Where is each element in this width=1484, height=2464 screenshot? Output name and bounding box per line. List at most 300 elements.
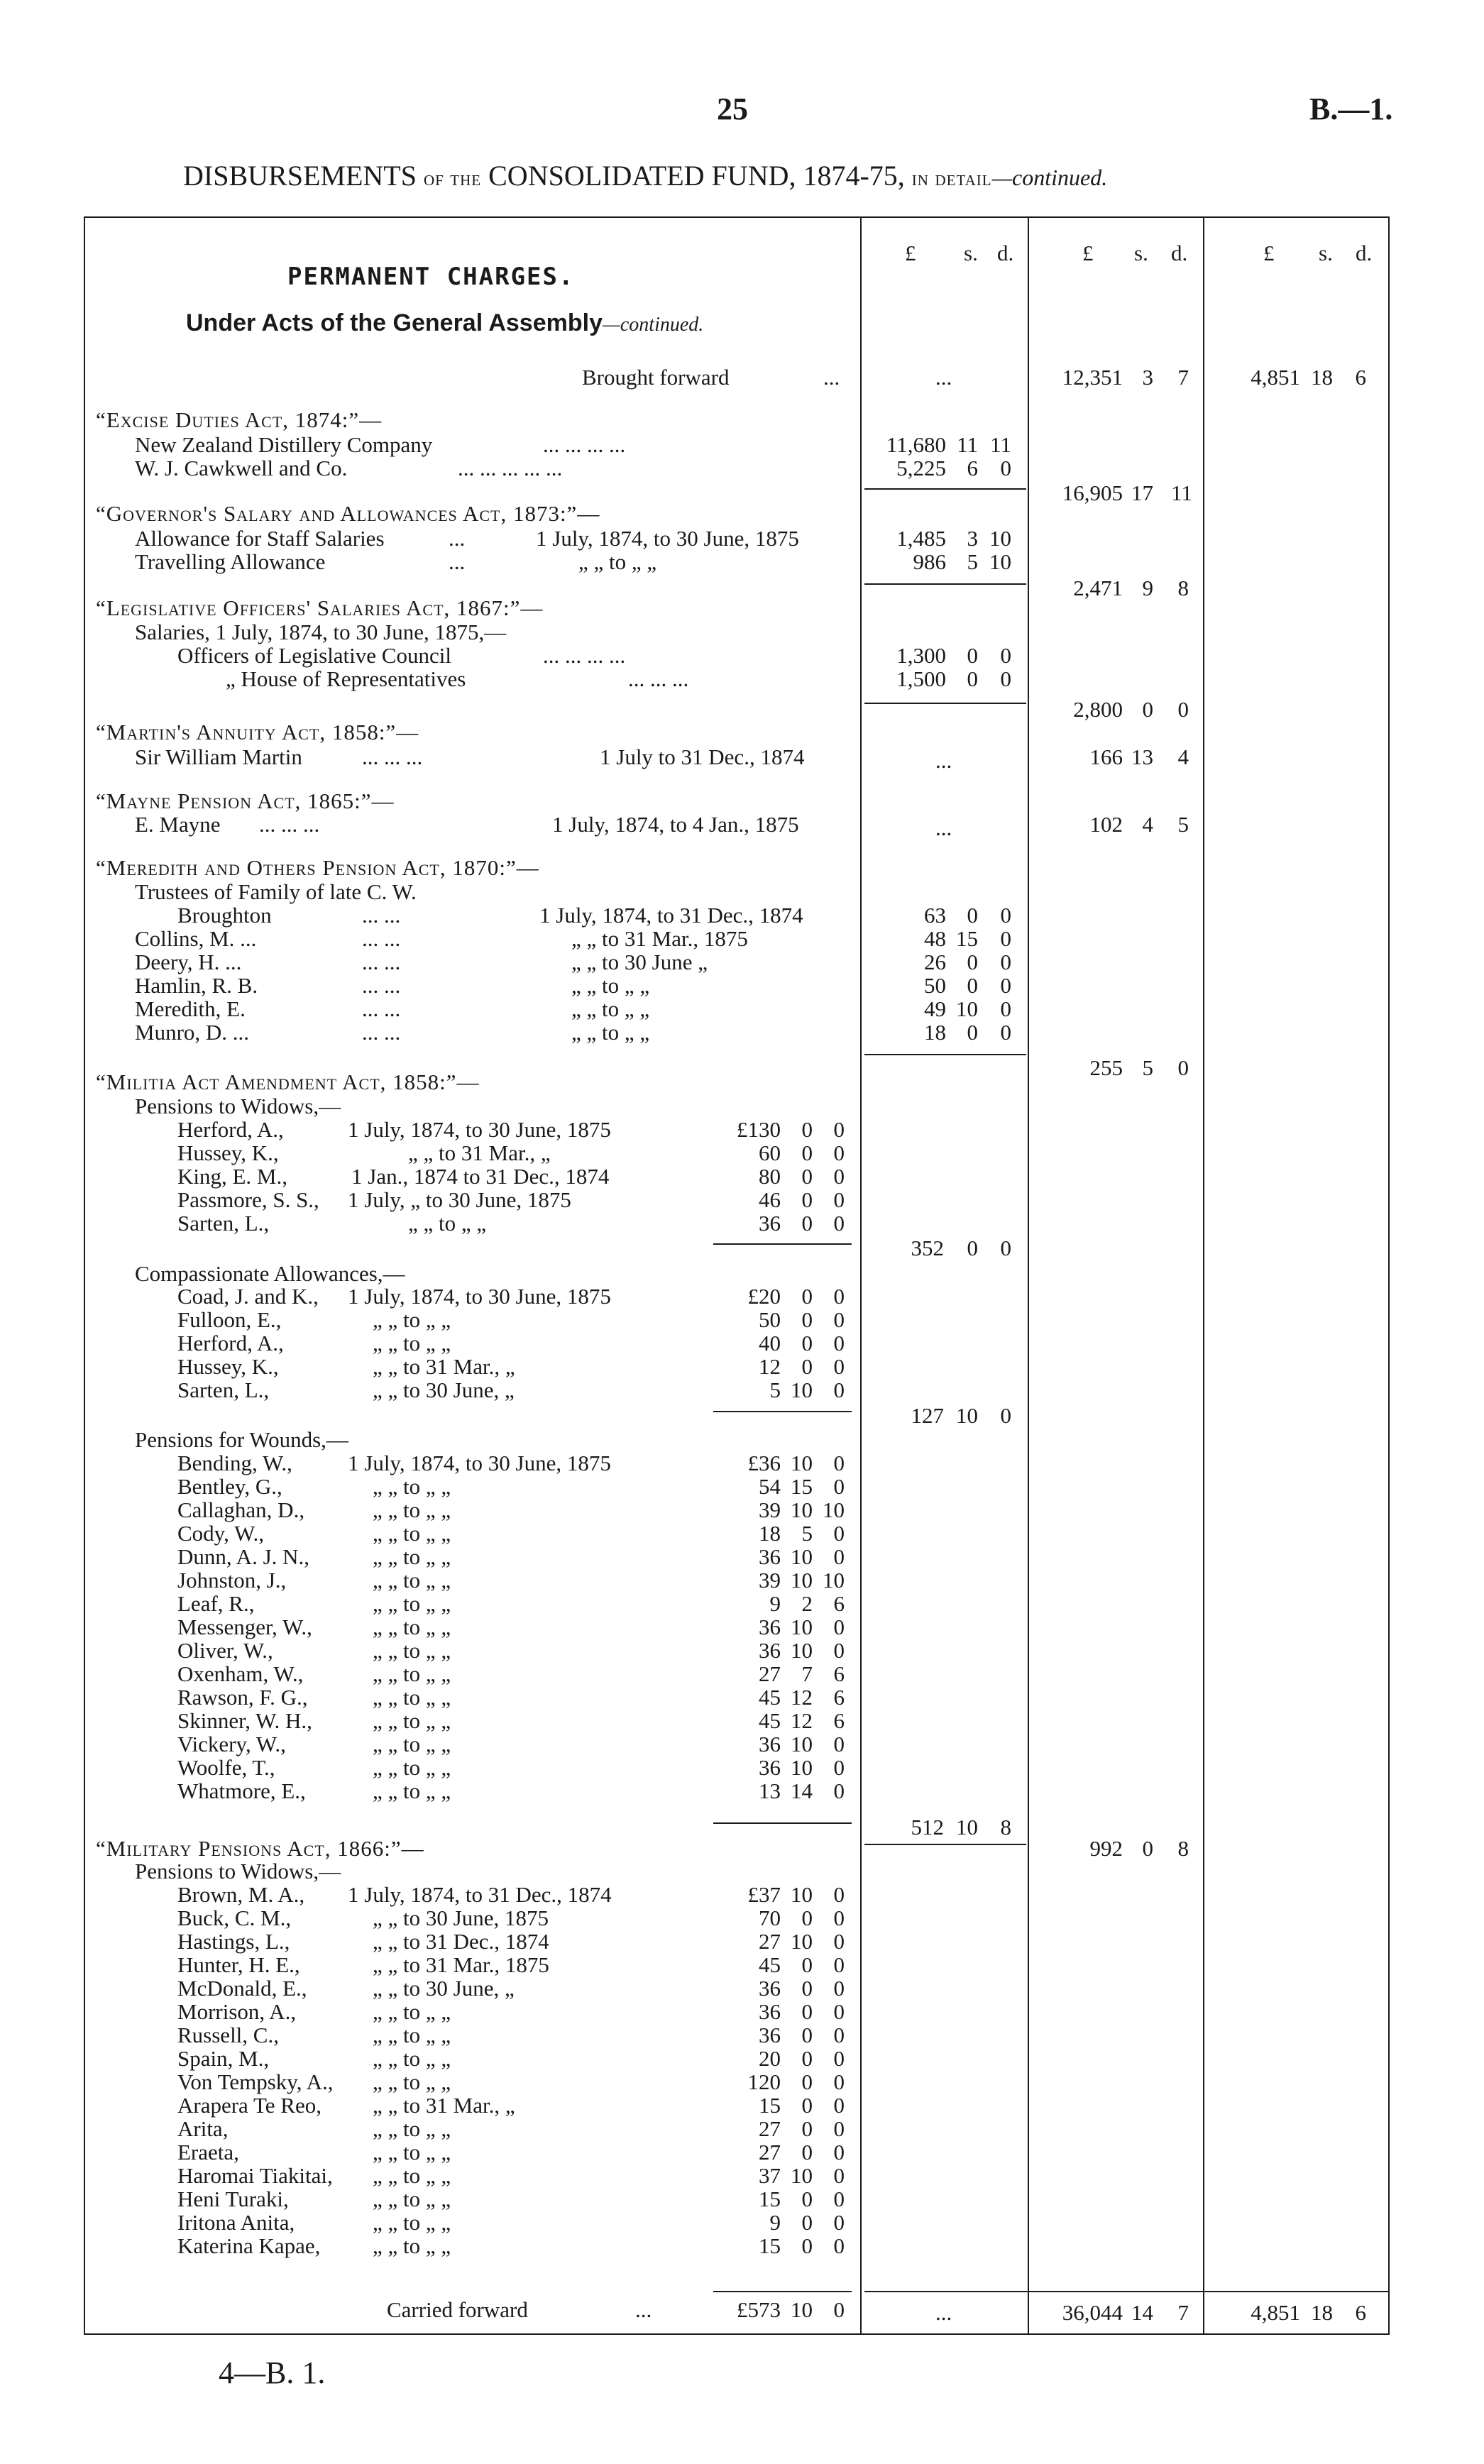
militia-widow-name: Passmore, S. S., bbox=[177, 1187, 319, 1212]
military-widow-name: Iritona Anita, bbox=[177, 2210, 295, 2235]
wound-name: Woolfe, T., bbox=[177, 1755, 275, 1780]
meredith-row-name: Deery, H. ... bbox=[135, 950, 242, 974]
compassionate-period: „ „ to 30 June, „ bbox=[373, 1377, 515, 1402]
meredith-row-s: 0 bbox=[967, 1020, 978, 1045]
excise-row-1-s: 11 bbox=[957, 432, 978, 457]
carried-forward-col1: ... bbox=[935, 2300, 952, 2325]
carried-forward-col2-d: 7 bbox=[1177, 2300, 1189, 2325]
wound-name: Messenger, W., bbox=[177, 1615, 312, 1639]
meredith-row-s: 15 bbox=[956, 926, 978, 951]
excise-row-1-name: New Zealand Distillery Company bbox=[135, 432, 433, 457]
wound-d: 0 bbox=[833, 1755, 845, 1780]
meredith-row-period: „ „ to „ „ bbox=[571, 1020, 650, 1045]
martin-s: 13 bbox=[1131, 744, 1153, 769]
compassionate-sum-rule bbox=[713, 1411, 852, 1412]
meredith-row-dots: ... ... bbox=[362, 903, 401, 928]
meredith-row-period: 1 July, 1874, to 31 Dec., 1874 bbox=[539, 903, 803, 928]
wound-period: „ „ to „ „ bbox=[373, 1474, 451, 1499]
compassionate-period: „ „ to „ „ bbox=[373, 1307, 451, 1332]
military-widow-period: „ „ to 30 June, „ bbox=[373, 1976, 515, 2001]
title-of-the: of the bbox=[423, 167, 482, 190]
table-top-rule bbox=[84, 216, 1390, 218]
meredith-row-period: „ „ to „ „ bbox=[571, 973, 650, 998]
col2-d-header: d. bbox=[1171, 241, 1188, 265]
wound-s: 2 bbox=[801, 1591, 813, 1616]
carried-forward-col3-s: 18 bbox=[1311, 2300, 1333, 2325]
wounds-total-s: 10 bbox=[956, 1815, 978, 1839]
excise-sum-rule bbox=[864, 488, 1026, 490]
militia-widow-name: Sarten, L., bbox=[177, 1211, 270, 1236]
military-widow-s: 0 bbox=[801, 2210, 813, 2235]
compassionate-total-d: 0 bbox=[1000, 1403, 1011, 1428]
martin-name: Sir William Martin bbox=[135, 744, 302, 769]
wound-period: „ „ to „ „ bbox=[373, 1661, 451, 1686]
meredith-row-name: Broughton bbox=[177, 903, 272, 928]
military-widow-d: 0 bbox=[833, 1976, 845, 2001]
legislative-sum-rule bbox=[864, 703, 1026, 704]
mayne-pounds: 102 bbox=[1089, 812, 1123, 837]
wound-pounds: 36 bbox=[759, 1544, 781, 1569]
military-widow-name: Haromai Tiakitai, bbox=[177, 2163, 333, 2188]
military-widow-d: 0 bbox=[833, 2140, 845, 2165]
legislative-row-2-d: 0 bbox=[1000, 666, 1011, 691]
military-widow-d: 0 bbox=[833, 2233, 845, 2258]
military-widow-name: Buck, C. M., bbox=[177, 1905, 292, 1930]
military-widow-name: Spain, M., bbox=[177, 2046, 270, 2071]
meredith-row-name: Collins, M. ... bbox=[135, 926, 257, 951]
meredith-row-d: 0 bbox=[1000, 996, 1011, 1021]
compassionate-name: Herford, A., bbox=[177, 1331, 284, 1355]
military-widow-period: 1 July, 1874, to 31 Dec., 1874 bbox=[348, 1882, 612, 1907]
military-widow-pounds: 36 bbox=[759, 2023, 781, 2047]
governor-total-pounds: 2,471 bbox=[1073, 576, 1123, 600]
wound-d: 6 bbox=[833, 1708, 845, 1733]
militia-widows-total-d: 0 bbox=[1000, 1236, 1011, 1260]
col1-pound-header: £ bbox=[905, 241, 916, 265]
military-widow-d: 0 bbox=[833, 1952, 845, 1977]
meredith-row-name: Munro, D. ... bbox=[135, 1020, 250, 1045]
wound-pounds: 18 bbox=[759, 1521, 781, 1546]
meredith-row-name: Hamlin, R. B. bbox=[135, 973, 258, 998]
wound-d: 6 bbox=[833, 1661, 845, 1686]
governor-row-2-name: Travelling Allowance bbox=[135, 549, 326, 574]
legislative-total-s: 0 bbox=[1142, 697, 1153, 722]
wounds-sum-rule bbox=[713, 1822, 852, 1824]
compassionate-s: 10 bbox=[791, 1377, 813, 1402]
meredith-row-dots: ... ... bbox=[362, 926, 401, 951]
martin-period: 1 July to 31 Dec., 1874 bbox=[600, 744, 805, 769]
meredith-total-d: 0 bbox=[1177, 1055, 1189, 1080]
wound-name: Callaghan, D., bbox=[177, 1497, 305, 1522]
militia-widows-total-pounds: 352 bbox=[911, 1236, 944, 1260]
wound-s: 10 bbox=[791, 1732, 813, 1756]
excise-row-2-s: 6 bbox=[967, 456, 978, 480]
wound-d: 0 bbox=[833, 1732, 845, 1756]
mayne-title: “Mayne Pension Act, 1865:”— bbox=[96, 788, 395, 813]
martin-title: “Martin's Annuity Act, 1858:”— bbox=[96, 720, 419, 744]
militia-widow-pounds: £130 bbox=[737, 1117, 781, 1142]
footer-signature: 4—B. 1. bbox=[219, 2355, 326, 2390]
compassionate-pounds: 5 bbox=[769, 1377, 781, 1402]
military-widow-pounds: 36 bbox=[759, 1976, 781, 2001]
wound-pounds: 9 bbox=[769, 1591, 781, 1616]
wound-d: 0 bbox=[833, 1778, 845, 1803]
governor-row-1-pounds: 1,485 bbox=[896, 526, 946, 551]
militia-sum-rule bbox=[864, 1844, 1026, 1845]
mayne-col1: ... bbox=[935, 815, 952, 840]
compassionate-total-pounds: 127 bbox=[911, 1403, 944, 1428]
governor-row-1-dots: ... bbox=[449, 526, 466, 551]
wound-name: Bending, W., bbox=[177, 1451, 292, 1475]
meredith-row-d: 0 bbox=[1000, 1020, 1011, 1045]
document-reference: B.—1. bbox=[1309, 92, 1393, 126]
wound-pounds: 27 bbox=[759, 1661, 781, 1686]
military-widows-title: Pensions to Widows,— bbox=[135, 1859, 341, 1883]
wound-pounds: 36 bbox=[759, 1755, 781, 1780]
title-main: DISBURSEMENTS bbox=[183, 160, 417, 192]
meredith-total-s: 5 bbox=[1142, 1055, 1153, 1080]
military-widow-pounds: 15 bbox=[759, 2093, 781, 2118]
militia-widow-period: 1 July, „ to 30 June, 1875 bbox=[348, 1187, 571, 1212]
wound-d: 0 bbox=[833, 1544, 845, 1569]
title-fund: CONSOLIDATED FUND, 1874-75, bbox=[488, 160, 905, 192]
governor-row-2-pounds: 986 bbox=[913, 549, 946, 574]
military-widow-period: „ „ to „ „ bbox=[373, 2187, 451, 2211]
meredith-title: “Meredith and Others Pension Act, 1870:”— bbox=[96, 855, 539, 880]
wound-period: „ „ to „ „ bbox=[373, 1708, 451, 1733]
militia-widow-pounds: 46 bbox=[759, 1187, 781, 1212]
military-widow-period: „ „ to „ „ bbox=[373, 2023, 451, 2047]
governor-row-1-s: 3 bbox=[967, 526, 978, 551]
meredith-row-period: „ „ to 30 June „ bbox=[571, 950, 708, 974]
page-number: 25 bbox=[717, 92, 748, 126]
legislative-row-2-s: 0 bbox=[967, 666, 978, 691]
military-widow-d: 0 bbox=[833, 2023, 845, 2047]
wound-s: 10 bbox=[791, 1568, 813, 1593]
meredith-row-d: 0 bbox=[1000, 903, 1011, 928]
military-widow-d: 0 bbox=[833, 2093, 845, 2118]
military-widow-period: „ „ to 31 Mar., 1875 bbox=[373, 1952, 549, 1977]
col2-left-rule bbox=[1028, 216, 1029, 2335]
meredith-row-pounds: 63 bbox=[924, 903, 946, 928]
military-widow-d: 0 bbox=[833, 1905, 845, 1930]
military-widow-d: 0 bbox=[833, 2187, 845, 2211]
wound-name: Rawson, F. G., bbox=[177, 1685, 308, 1710]
legislative-row-1-pounds: 1,300 bbox=[896, 643, 946, 668]
militia-widow-d: 0 bbox=[833, 1187, 845, 1212]
wound-period: „ „ to „ „ bbox=[373, 1497, 451, 1522]
excise-total-pounds: 16,905 bbox=[1062, 480, 1123, 505]
col3-pound-header: £ bbox=[1263, 241, 1275, 265]
carried-forward-dots: ... bbox=[635, 2297, 652, 2322]
military-widow-period: „ „ to „ „ bbox=[373, 2069, 451, 2094]
table-left-rule bbox=[84, 216, 85, 2335]
carried-col-rule bbox=[864, 2291, 1390, 2292]
compassionate-s: 0 bbox=[801, 1331, 813, 1355]
governor-row-2-d: 10 bbox=[989, 549, 1011, 574]
military-widow-d: 0 bbox=[833, 2069, 845, 2094]
excise-row-1-pounds: 11,680 bbox=[886, 432, 946, 457]
military-widow-name: Hunter, H. E., bbox=[177, 1952, 300, 1977]
wound-name: Oliver, W., bbox=[177, 1638, 273, 1663]
military-widow-s: 10 bbox=[791, 1882, 813, 1907]
title-in-detail: in detail bbox=[911, 167, 992, 190]
title-continued: —continued. bbox=[991, 165, 1108, 190]
meredith-row-s: 0 bbox=[967, 950, 978, 974]
military-widow-s: 0 bbox=[801, 1976, 813, 2001]
governor-row-1-name: Allowance for Staff Salaries bbox=[135, 526, 385, 551]
mayne-name: E. Mayne bbox=[135, 812, 221, 837]
militia-widow-pounds: 36 bbox=[759, 1211, 781, 1236]
wound-period: „ „ to „ „ bbox=[373, 1755, 451, 1780]
militia-widow-s: 0 bbox=[801, 1211, 813, 1236]
martin-dots: ... ... ... bbox=[362, 744, 423, 769]
meredith-row-pounds: 26 bbox=[924, 950, 946, 974]
section-subheading bbox=[186, 309, 703, 337]
wound-d: 0 bbox=[833, 1521, 845, 1546]
wound-s: 7 bbox=[801, 1661, 813, 1686]
brought-forward-col2-d: 7 bbox=[1177, 365, 1189, 390]
excise-row-1-d: 11 bbox=[990, 432, 1011, 457]
military-widow-period: „ „ to „ „ bbox=[373, 1999, 451, 2024]
wound-s: 12 bbox=[791, 1685, 813, 1710]
militia-widows-total-s: 0 bbox=[967, 1236, 978, 1260]
military-widow-name: Eraeta, bbox=[177, 2140, 239, 2165]
military-widow-name: Arapera Te Reo, bbox=[177, 2093, 321, 2118]
military-widow-s: 0 bbox=[801, 2233, 813, 2258]
compassionate-name: Coad, J. and K., bbox=[177, 1284, 319, 1309]
militia-widow-s: 0 bbox=[801, 1140, 813, 1165]
military-widow-d: 0 bbox=[833, 2210, 845, 2235]
section-heading: PERMANENT CHARGES. bbox=[287, 263, 575, 291]
wound-name: Whatmore, E., bbox=[177, 1778, 306, 1803]
meredith-row-dots: ... ... bbox=[362, 1020, 401, 1045]
wound-period: 1 July, 1874, to 30 June, 1875 bbox=[348, 1451, 611, 1475]
brought-forward-col2-s: 3 bbox=[1142, 365, 1153, 390]
col2-s-header: s. bbox=[1134, 241, 1148, 265]
militia-widow-d: 0 bbox=[833, 1117, 845, 1142]
brought-forward-label: Brought forward bbox=[582, 365, 730, 390]
militia-widows-sum-rule bbox=[713, 1243, 852, 1245]
military-widow-pounds: 9 bbox=[769, 2210, 781, 2235]
legislative-total-pounds: 2,800 bbox=[1073, 697, 1123, 722]
brought-forward-col3-d: 6 bbox=[1355, 365, 1366, 390]
wound-pounds: 45 bbox=[759, 1708, 781, 1733]
col1-s-header: s. bbox=[964, 241, 978, 265]
military-widow-period: „ „ to „ „ bbox=[373, 2233, 451, 2258]
wound-pounds: 13 bbox=[759, 1778, 781, 1803]
compassionate-pounds: £20 bbox=[747, 1284, 781, 1309]
meredith-row-dots: ... ... bbox=[362, 973, 401, 998]
compassionate-period: 1 July, 1874, to 30 June, 1875 bbox=[348, 1284, 611, 1309]
military-widow-pounds: 37 bbox=[759, 2163, 781, 2188]
military-widow-s: 0 bbox=[801, 2093, 813, 2118]
wound-period: „ „ to „ „ bbox=[373, 1591, 451, 1616]
legislative-row-1-dots: ... ... ... ... bbox=[543, 643, 626, 668]
wound-d: 0 bbox=[833, 1474, 845, 1499]
militia-widow-pounds: 80 bbox=[759, 1164, 781, 1189]
carried-forward-col2-s: 14 bbox=[1131, 2300, 1153, 2325]
wound-pounds: 36 bbox=[759, 1638, 781, 1663]
brought-forward-col3-s: 18 bbox=[1311, 365, 1333, 390]
wound-pounds: 36 bbox=[759, 1732, 781, 1756]
compassionate-d: 0 bbox=[833, 1354, 845, 1379]
military-widow-name: Von Tempsky, A., bbox=[177, 2069, 334, 2094]
wound-pounds: 39 bbox=[759, 1497, 781, 1522]
excise-row-1-dots: ... ... ... ... bbox=[543, 432, 626, 457]
compassionate-name: Fulloon, E., bbox=[177, 1307, 282, 1332]
compassionate-d: 0 bbox=[833, 1377, 845, 1402]
militia-widow-period: „ „ to 31 Mar., „ bbox=[408, 1140, 551, 1165]
col3-d-header: d. bbox=[1356, 241, 1373, 265]
compassionate-s: 0 bbox=[801, 1307, 813, 1332]
wounds-total-d: 8 bbox=[1000, 1815, 1011, 1839]
compassionate-name: Hussey, K., bbox=[177, 1354, 279, 1379]
compassionate-d: 0 bbox=[833, 1307, 845, 1332]
legislative-title: “Legislative Officers' Salaries Act, 1867:”— bbox=[96, 595, 544, 620]
military-widow-s: 0 bbox=[801, 2046, 813, 2071]
militia-total-s: 0 bbox=[1142, 1836, 1153, 1861]
militia-widow-name: Hussey, K., bbox=[177, 1140, 279, 1165]
military-widow-d: 0 bbox=[833, 1929, 845, 1954]
col3-s-header: s. bbox=[1319, 241, 1333, 265]
wound-d: 6 bbox=[833, 1591, 845, 1616]
military-widow-s: 0 bbox=[801, 1999, 813, 2024]
militia-widow-pounds: 60 bbox=[759, 1140, 781, 1165]
meredith-row-period: „ „ to 31 Mar., 1875 bbox=[571, 926, 748, 951]
governor-row-2-s: 5 bbox=[967, 549, 978, 574]
military-widow-period: „ „ to 31 Dec., 1874 bbox=[373, 1929, 549, 1954]
militia-total-pounds: 992 bbox=[1089, 1836, 1123, 1861]
compassionate-pounds: 50 bbox=[759, 1307, 781, 1332]
wound-pounds: 45 bbox=[759, 1685, 781, 1710]
mayne-s: 4 bbox=[1142, 812, 1153, 837]
wound-period: „ „ to „ „ bbox=[373, 1685, 451, 1710]
militia-widow-s: 0 bbox=[801, 1117, 813, 1142]
compassionate-d: 0 bbox=[833, 1284, 845, 1309]
compassionate-period: „ „ to „ „ bbox=[373, 1331, 451, 1355]
excise-title: “Excise Duties Act, 1874:”— bbox=[96, 407, 383, 432]
governor-total-s: 9 bbox=[1142, 576, 1153, 600]
meredith-row-pounds: 49 bbox=[924, 996, 946, 1021]
wounds-total-pounds: 512 bbox=[911, 1815, 944, 1839]
martin-col1: ... bbox=[935, 748, 952, 773]
col2-pound-header: £ bbox=[1082, 241, 1094, 265]
excise-total-s: 17 bbox=[1131, 480, 1153, 505]
military-widow-s: 0 bbox=[801, 2116, 813, 2141]
carried-sub-rule bbox=[713, 2291, 852, 2292]
wound-name: Skinner, W. H., bbox=[177, 1708, 312, 1733]
militia-widows-title: Pensions to Widows,— bbox=[135, 1094, 341, 1118]
meredith-sum-rule bbox=[864, 1054, 1026, 1055]
wound-pounds: £36 bbox=[747, 1451, 781, 1475]
meredith-row-dots: ... ... bbox=[362, 950, 401, 974]
militia-widow-s: 0 bbox=[801, 1164, 813, 1189]
military-widow-period: „ „ to „ „ bbox=[373, 2163, 451, 2188]
wound-d: 0 bbox=[833, 1451, 845, 1475]
wound-s: 10 bbox=[791, 1638, 813, 1663]
military-widow-period: „ „ to „ „ bbox=[373, 2140, 451, 2165]
wound-s: 10 bbox=[791, 1615, 813, 1639]
military-widow-pounds: 70 bbox=[759, 1905, 781, 1930]
military-widow-pounds: 15 bbox=[759, 2187, 781, 2211]
legislative-row-1-d: 0 bbox=[1000, 643, 1011, 668]
military-widow-name: Heni Turaki, bbox=[177, 2187, 289, 2211]
military-widow-pounds: 27 bbox=[759, 2140, 781, 2165]
military-widow-pounds: 45 bbox=[759, 1952, 781, 1977]
military-widow-s: 0 bbox=[801, 2140, 813, 2165]
military-widow-d: 0 bbox=[833, 2046, 845, 2071]
military-widow-d: 0 bbox=[833, 2163, 845, 2188]
military-widow-name: Russell, C., bbox=[177, 2023, 279, 2047]
militia-widow-name: King, E. M., bbox=[177, 1164, 287, 1189]
wound-s: 5 bbox=[801, 1521, 813, 1546]
military-widow-pounds: 27 bbox=[759, 1929, 781, 1954]
militia-title: “Militia Act Amendment Act, 1858:”— bbox=[96, 1069, 480, 1094]
meredith-row-d: 0 bbox=[1000, 926, 1011, 951]
military-widow-name: Morrison, A., bbox=[177, 1999, 297, 2024]
governor-sum-rule bbox=[864, 583, 1026, 585]
meredith-row-d: 0 bbox=[1000, 973, 1011, 998]
governor-row-1-period: 1 July, 1874, to 30 June, 1875 bbox=[536, 526, 799, 551]
compassionate-s: 0 bbox=[801, 1284, 813, 1309]
martin-d: 4 bbox=[1177, 744, 1189, 769]
military-widow-d: 0 bbox=[833, 1882, 845, 1907]
military-widow-d: 0 bbox=[833, 2116, 845, 2141]
col1-d-header: d. bbox=[997, 241, 1014, 265]
military-widow-period: „ „ to „ „ bbox=[373, 2210, 451, 2235]
wound-s: 10 bbox=[791, 1497, 813, 1522]
militia-widow-s: 0 bbox=[801, 1187, 813, 1212]
wound-period: „ „ to „ „ bbox=[373, 1521, 451, 1546]
mayne-period: 1 July, 1874, to 4 Jan., 1875 bbox=[552, 812, 799, 837]
meredith-row-s: 0 bbox=[967, 973, 978, 998]
meredith-row-s: 10 bbox=[956, 996, 978, 1021]
excise-row-2-d: 0 bbox=[1000, 456, 1011, 480]
wounds-title: Pensions for Wounds,— bbox=[135, 1427, 348, 1452]
meredith-row-pounds: 48 bbox=[924, 926, 946, 951]
meredith-row-pounds: 18 bbox=[924, 1020, 946, 1045]
wound-name: Leaf, R., bbox=[177, 1591, 255, 1616]
militia-widow-name: Herford, A., bbox=[177, 1117, 284, 1142]
wound-period: „ „ to „ „ bbox=[373, 1778, 451, 1803]
compassionate-pounds: 40 bbox=[759, 1331, 781, 1355]
brought-forward-col2-pounds: 12,351 bbox=[1062, 365, 1123, 390]
compassionate-period: „ „ to 31 Mar., „ bbox=[373, 1354, 515, 1379]
wound-period: „ „ to „ „ bbox=[373, 1638, 451, 1663]
carried-forward-label: Carried forward bbox=[387, 2297, 528, 2322]
military-widow-pounds: 27 bbox=[759, 2116, 781, 2141]
compassionate-s: 0 bbox=[801, 1354, 813, 1379]
wound-period: „ „ to „ „ bbox=[373, 1544, 451, 1569]
table-bottom-rule bbox=[84, 2333, 1390, 2335]
military-title: “Military Pensions Act, 1866:”— bbox=[96, 1836, 424, 1861]
militia-widow-d: 0 bbox=[833, 1164, 845, 1189]
wound-s: 10 bbox=[791, 1544, 813, 1569]
military-widow-pounds: 36 bbox=[759, 1999, 781, 2024]
military-widow-d: 0 bbox=[833, 1999, 845, 2024]
mayne-dots: ... ... ... bbox=[259, 812, 320, 837]
wound-s: 12 bbox=[791, 1708, 813, 1733]
wound-d: 6 bbox=[833, 1685, 845, 1710]
carried-forward-col3-d: 6 bbox=[1355, 2300, 1366, 2325]
meredith-row-period: „ „ to „ „ bbox=[571, 996, 650, 1021]
brought-forward-col3-pounds: 4,851 bbox=[1251, 365, 1300, 390]
military-widow-pounds: 20 bbox=[759, 2046, 781, 2071]
military-widow-s: 0 bbox=[801, 1905, 813, 1930]
carried-forward-col3-pounds: 4,851 bbox=[1251, 2300, 1300, 2325]
carried-sub-d: 0 bbox=[833, 2297, 845, 2322]
